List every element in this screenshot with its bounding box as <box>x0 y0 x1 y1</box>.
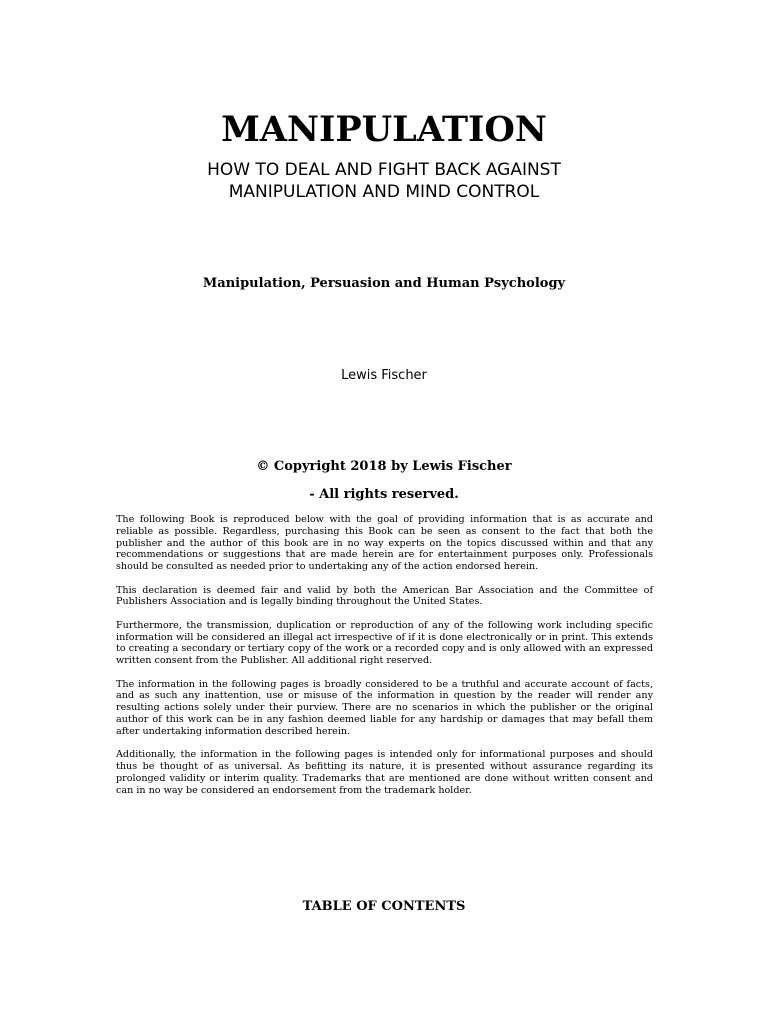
disclaimer-paragraph: The following Book is reproduced below with the goal of providing information that is as accurate and reliable as possible. Regardless, purchasing this Book can be seen as consent to the fact that both the publisher and the author of this book are in no way experts on the topics discussed within and that any recommendations or suggestions that are made herein are for entertainment purposes only. Professionals should be consulted as needed prior to undertaking any of the action endorsed herein. <box>116 514 653 573</box>
book-subtitle <box>0 159 768 203</box>
author-name: Lewis Fischer <box>341 368 427 383</box>
legal-disclaimer <box>116 514 653 808</box>
book-title: MANIPULATION <box>221 109 547 150</box>
subtitle-line-2: MANIPULATION AND MIND CONTROL <box>228 182 540 202</box>
disclaimer-paragraph: This declaration is deemed fair and valid by both the American Bar Association and the Committee of Publishers Association and is legally binding throughout the United States. <box>116 584 653 608</box>
rights-reserved: - All rights reserved. <box>309 487 459 502</box>
disclaimer-paragraph: Furthermore, the transmission, duplication or reproduction of any of the following work including specific information will be considered an illegal act irrespective of if it is done electronically or in print. This extends to creating a secondary or tertiary copy of the work or a recorded copy and is only allowed with an expressed written consent from the Publisher. All additional right reserved. <box>116 619 653 667</box>
toc-heading: TABLE OF CONTENTS <box>302 899 466 914</box>
subtitle-line-1: HOW TO DEAL AND FIGHT BACK AGAINST <box>207 160 561 180</box>
disclaimer-paragraph: Additionally, the information in the following pages is intended only for informational purposes and should thus be thought of as universal. As befitting its nature, it is presented without assurance regarding its prolonged validity or interim quality. Trademarks that are mentioned are done without written consent and can in no way be considered an endorsement from the trademark holder. <box>116 749 653 796</box>
copyright-notice: © Copyright 2018 by Lewis Fischer <box>256 459 512 474</box>
disclaimer-paragraph: The information in the following pages is broadly considered to be a truthful and accurate account of facts, and as such any inattention, use or misuse of the information in question by the reader will render any resulting actions solely under their purview. There are no scenarios in which the publisher or the original author of this work can be in any fashion deemed liable for any hardship or damages that may befall them after undertaking information described herein. <box>116 678 653 737</box>
book-tagline: Manipulation, Persuasion and Human Psychology <box>202 276 566 291</box>
